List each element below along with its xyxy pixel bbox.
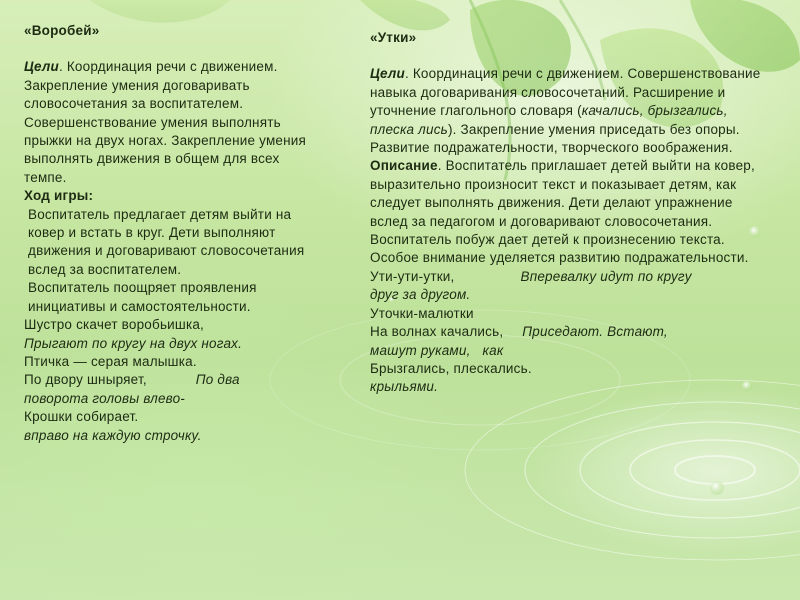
movement-line: вправо на каждую строчку. — [24, 427, 202, 443]
verse-text: По двору шныряет, — [24, 372, 147, 388]
goals-label: Цели — [24, 59, 59, 75]
movement-line: поворота головы влево- — [24, 390, 186, 406]
movement-line: друг за другом. — [370, 287, 471, 303]
goals-label: Цели — [370, 66, 405, 82]
ducks-goals — [370, 65, 762, 157]
movement-text: как — [482, 342, 504, 358]
verse-line-with-movement — [370, 268, 762, 286]
ducks-title: «Утки» — [370, 30, 417, 45]
leaf — [90, 0, 230, 23]
game-paragraph: Воспитатель предлагает детям выйти на ковер и встать в круг. Дети выполняют движения и договаривают словосочетания вслед за воспитателем. — [28, 206, 305, 277]
movement-text: машут руками, — [370, 342, 471, 358]
sparrow-game-column — [24, 22, 324, 445]
verse-line: Шустро скачет воробьишка, — [24, 317, 205, 333]
description-label: Описание — [370, 158, 438, 174]
verse-line-with-movement — [370, 323, 762, 341]
game-paragraph: Воспитатель поощряет проявления инициативы и самостоятельности. — [28, 280, 257, 314]
verse-line: Крошки собирает. — [24, 409, 139, 425]
verse-text: Ути-ути-утки, — [370, 268, 455, 284]
movement-line: Прыгают по кругу на двух ногах. — [24, 335, 243, 351]
movement-text: Вперевалку идут по кругу — [520, 268, 692, 284]
description-text: . Воспитатель приглашает детей выйти на ковер, выразительно произносит текст и показывает детям, как следует выполнять движения. Дети делают упражнение вслед за педагогом и договаривают словосочетания. Воспитатель побуж дает детей к произнесению текста. Особое внимание уделяется развитию подражательности. — [370, 158, 755, 266]
verse-line: Птичка — серая малышка. — [24, 353, 197, 369]
water-droplet — [710, 481, 724, 495]
goals-text: . Координация речи с движением. Совершенствование навыка договаривания словосочетаний. Расширение и уточнение глагольного словаря ( — [370, 66, 761, 119]
movement-text: По два — [195, 372, 240, 388]
ducks-description — [370, 157, 762, 267]
verse-text: На волнах качались, — [370, 324, 504, 340]
ducks-game-column — [370, 29, 762, 397]
movement-line: крыльями. — [370, 379, 439, 395]
verse-line-with-movement — [24, 371, 324, 389]
sparrow-title: «Воробей» — [24, 23, 100, 38]
game-progress-label: Ход игры: — [24, 188, 94, 204]
goals-text: ). Закрепление умения приседать без опоры. Развитие подражательности, творческого воображения. — [370, 121, 740, 156]
goals-verbs: качались, брызгались, плеска лись — [370, 103, 728, 137]
movement-line-split — [370, 342, 762, 360]
goals-text: . Координация речи с движением. Закрепление умения договаривать словосочетания за воспитателем. Совершенствование умения выполнять прыжки на двух ногах. Закрепление умения выполнять движения в общем для всех темпе. — [24, 59, 307, 185]
movement-text: Приседают. Встают, — [522, 324, 668, 340]
verse-line: Брызгались, плескались. — [370, 360, 532, 376]
sparrow-goals — [24, 58, 324, 187]
leaf — [360, 0, 450, 30]
verse-line: Уточки-малютки — [370, 305, 474, 321]
